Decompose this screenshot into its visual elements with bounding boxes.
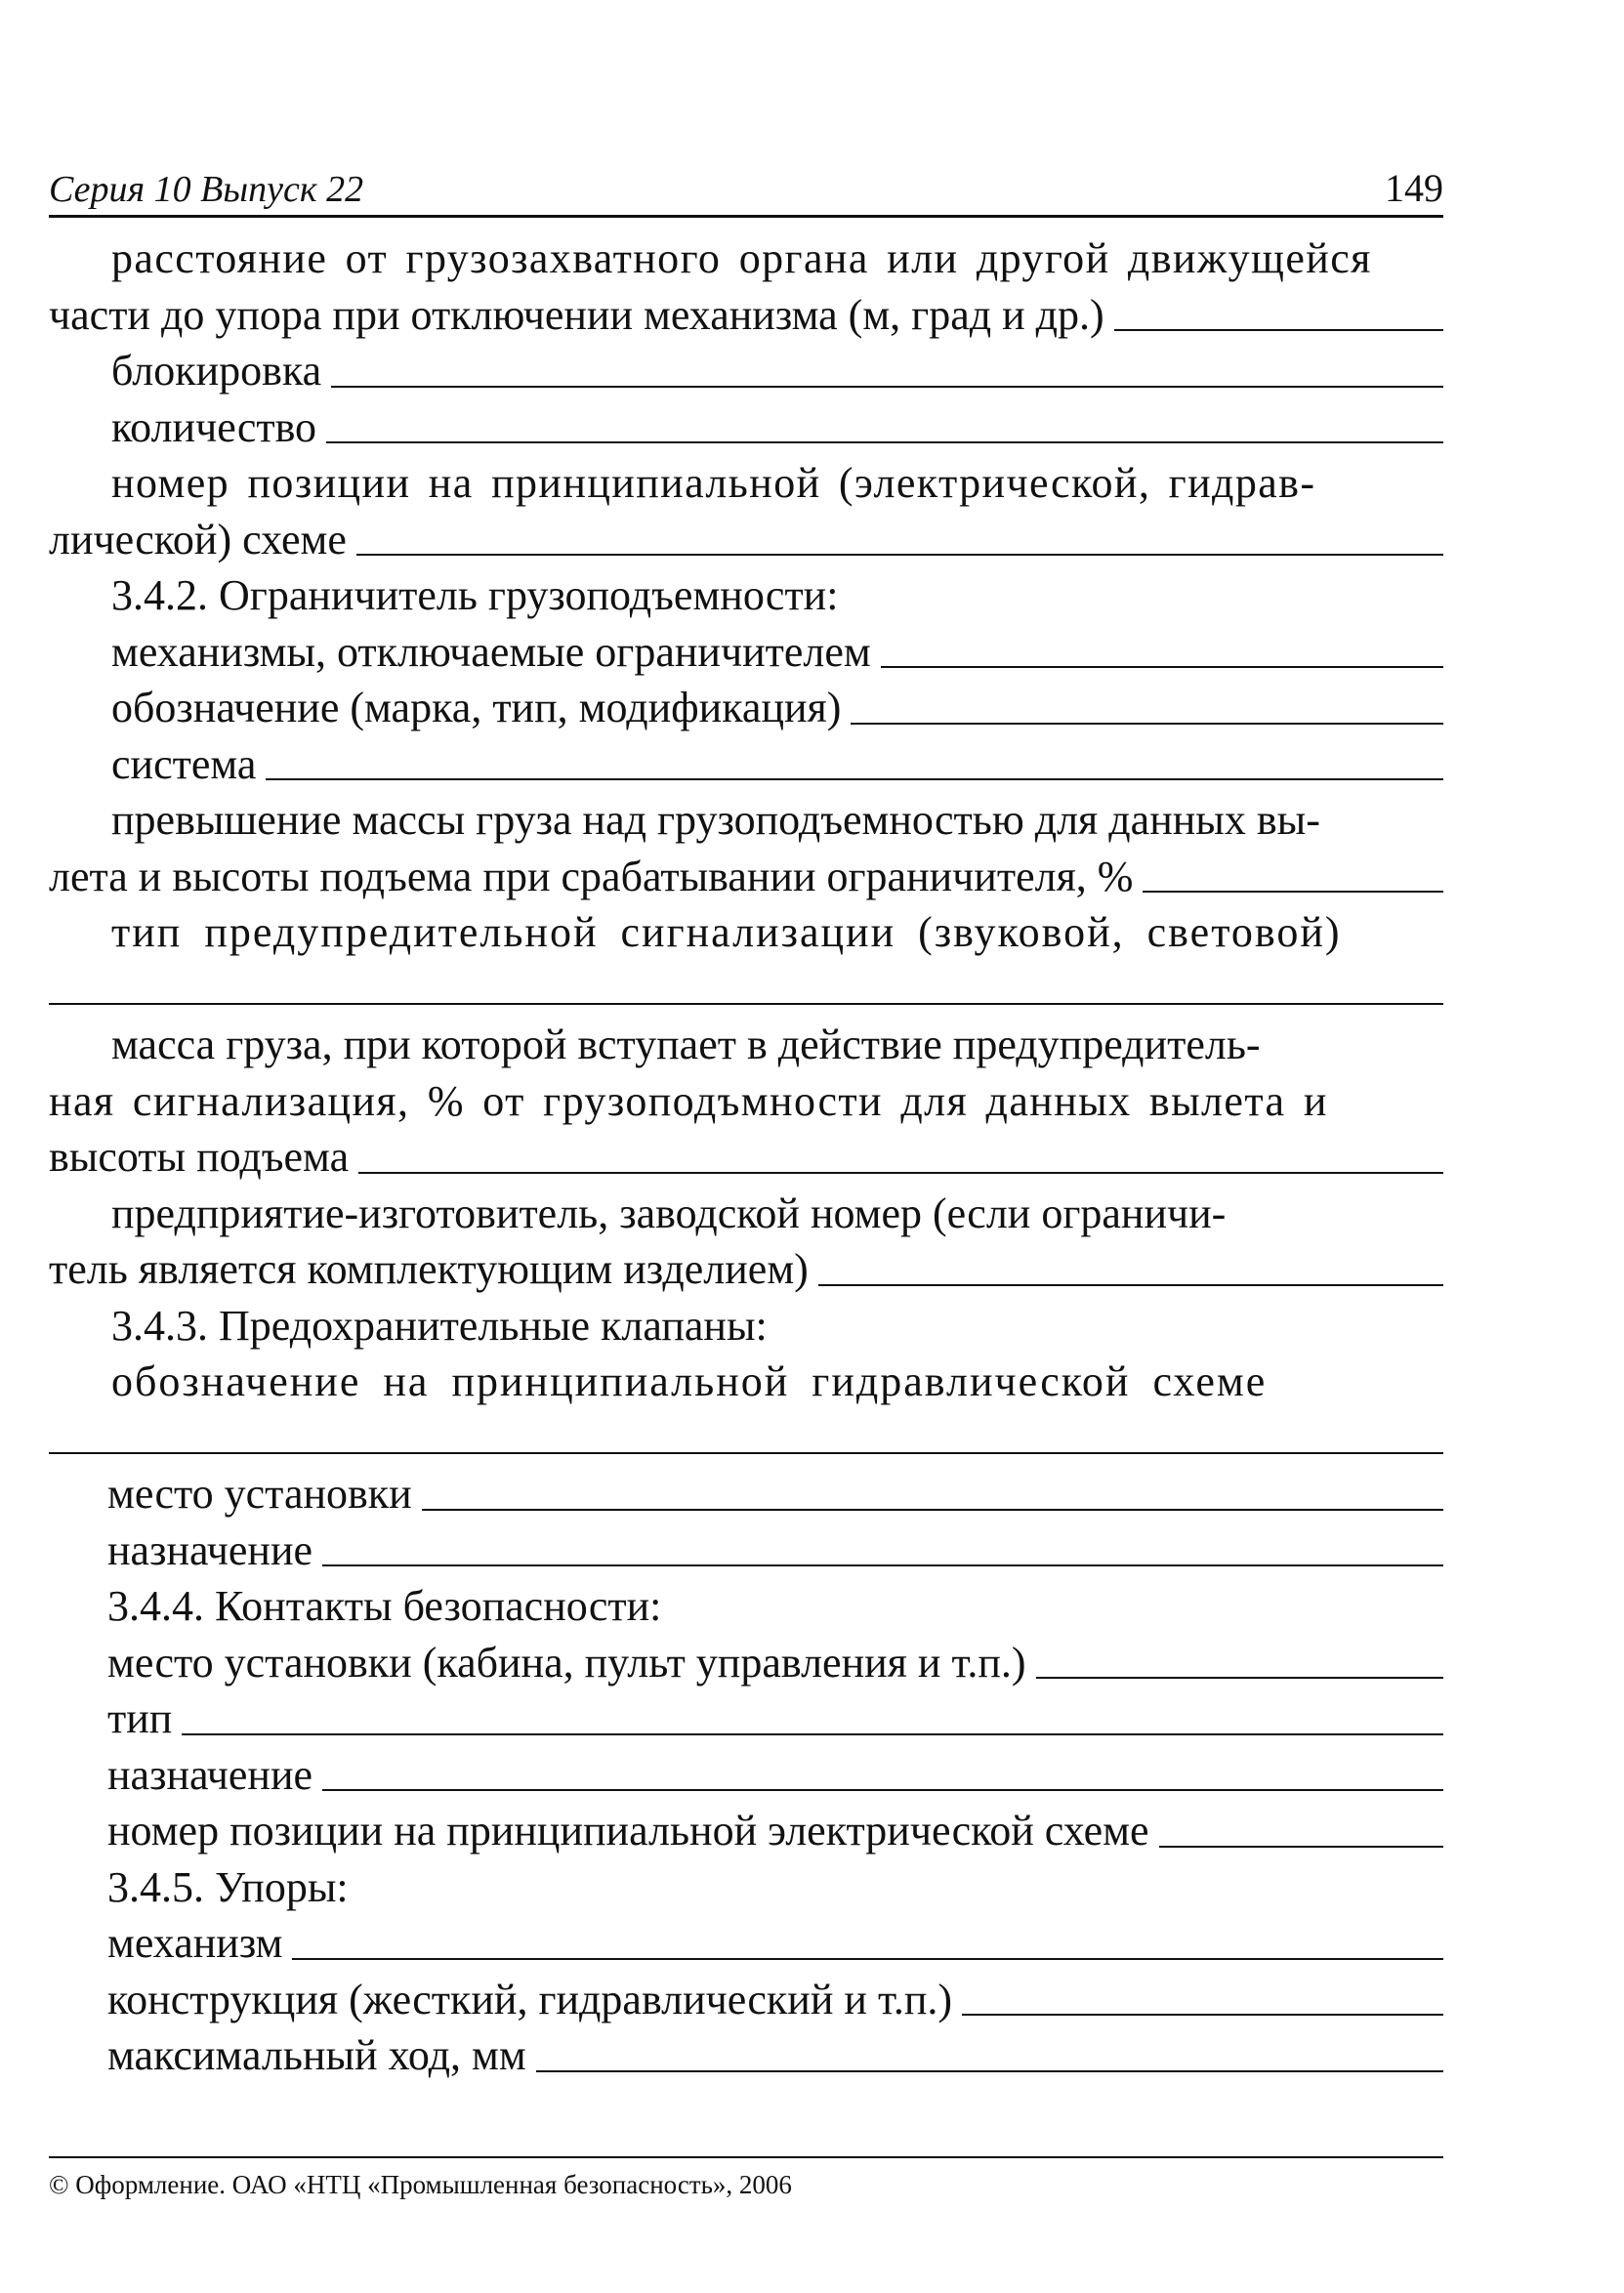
fill-in-blank[interactable] (266, 777, 1443, 780)
text-line: расстояние от грузозахватного органа или другой движущейся (111, 234, 1372, 282)
section-heading: 3.4.3. Предохранительные клапаны: (111, 1301, 768, 1350)
text-line: обозначение на принципиальной гидравлической схеме (111, 1357, 1268, 1405)
form-field-line: высоты подъема (49, 1129, 1443, 1186)
fill-in-blank[interactable] (1159, 1845, 1443, 1848)
form-field-line: обозначение (марка, тип, модификация) (49, 680, 1443, 736)
fill-in-blank[interactable] (331, 385, 1443, 388)
form-body (49, 230, 1443, 2084)
form-field-line: система (49, 736, 1443, 793)
fill-in-blank[interactable] (818, 1283, 1443, 1286)
form-field-line: лета и высоты подъема при срабатывании ограничителя, % (49, 849, 1443, 905)
text-line: масса груза, при которой вступает в действие предупредитель- (111, 1021, 1261, 1068)
form-field-line: номер позиции на принципиальной электрической схеме (49, 1803, 1443, 1859)
copyright-notice: © Оформление. ОАО «НТЦ «Промышленная безопасность», 2006 (49, 2170, 792, 2199)
fill-in-blank[interactable] (182, 1732, 1443, 1735)
text-line: ная сигнализация, % от грузоподъмности для данных вылета и (49, 1076, 1328, 1125)
fill-in-blank[interactable] (962, 2013, 1443, 2016)
form-field-line: конструкция (жесткий, гидравлический и т.п.) (49, 1972, 1443, 2028)
running-header (49, 164, 1443, 218)
fill-in-blank[interactable] (358, 1171, 1443, 1174)
fill-in-blank[interactable] (322, 1788, 1443, 1791)
fill-in-blank[interactable] (422, 1508, 1443, 1511)
section-heading: 3.4.5. Упоры: (107, 1862, 349, 1911)
fill-in-blank[interactable] (1143, 890, 1443, 893)
form-field-line: лической) схеме (49, 512, 1443, 568)
fill-in-blank[interactable] (881, 665, 1443, 668)
fill-in-blank[interactable] (1036, 1676, 1443, 1679)
footer-rule (49, 2156, 1443, 2158)
section-heading: 3.4.4. Контакты безопасности: (107, 1582, 662, 1630)
form-field-line: блокировка (49, 343, 1443, 399)
form-field-line: механизм (49, 1915, 1443, 1972)
fill-in-blank[interactable] (356, 553, 1443, 556)
form-field-line: место установки (49, 1466, 1443, 1522)
fill-in-blank[interactable] (322, 1563, 1443, 1566)
fill-in-blank[interactable] (326, 440, 1443, 443)
series-label: Серия 10 Выпуск 22 (49, 169, 364, 210)
form-field-line: части до упора при отключении механизма (м, град и др.) (49, 287, 1443, 344)
section-heading: 3.4.2. Ограничитель грузоподъемности: (111, 571, 839, 619)
text-line: превышение массы груза над грузоподъемностью для данных вы- (111, 796, 1320, 844)
fill-in-blank[interactable] (536, 2069, 1443, 2072)
fill-in-blank[interactable] (292, 1957, 1443, 1960)
form-field-line: назначение (49, 1747, 1443, 1804)
form-field-line: назначение (49, 1522, 1443, 1579)
form-field-line: механизмы, отключаемые ограничителем (49, 624, 1443, 681)
text-line: предприятие-изготовитель, заводской номер (если ограничи- (111, 1188, 1227, 1237)
form-field-line: тип (49, 1690, 1443, 1747)
form-field-line (49, 1410, 1443, 1467)
text-line: номер позиции на принципиальной (электрической, гидрав- (111, 459, 1316, 507)
text-line: тип предупредительной сигнализации (звуковой, световой) (111, 908, 1342, 956)
form-field-line (49, 961, 1443, 1018)
fill-in-blank[interactable] (49, 1451, 1443, 1454)
page-number: 149 (1385, 166, 1443, 210)
form-field-line: количество (49, 399, 1443, 456)
form-field-line: место установки (кабина, пульт управления и т.п.) (49, 1635, 1443, 1691)
form-field-line: тель является комплектующим изделием) (49, 1241, 1443, 1298)
fill-in-blank[interactable] (49, 1002, 1443, 1005)
form-field-line: максимальный ход, мм (49, 2027, 1443, 2084)
fill-in-blank[interactable] (851, 722, 1443, 725)
fill-in-blank[interactable] (1114, 328, 1443, 331)
